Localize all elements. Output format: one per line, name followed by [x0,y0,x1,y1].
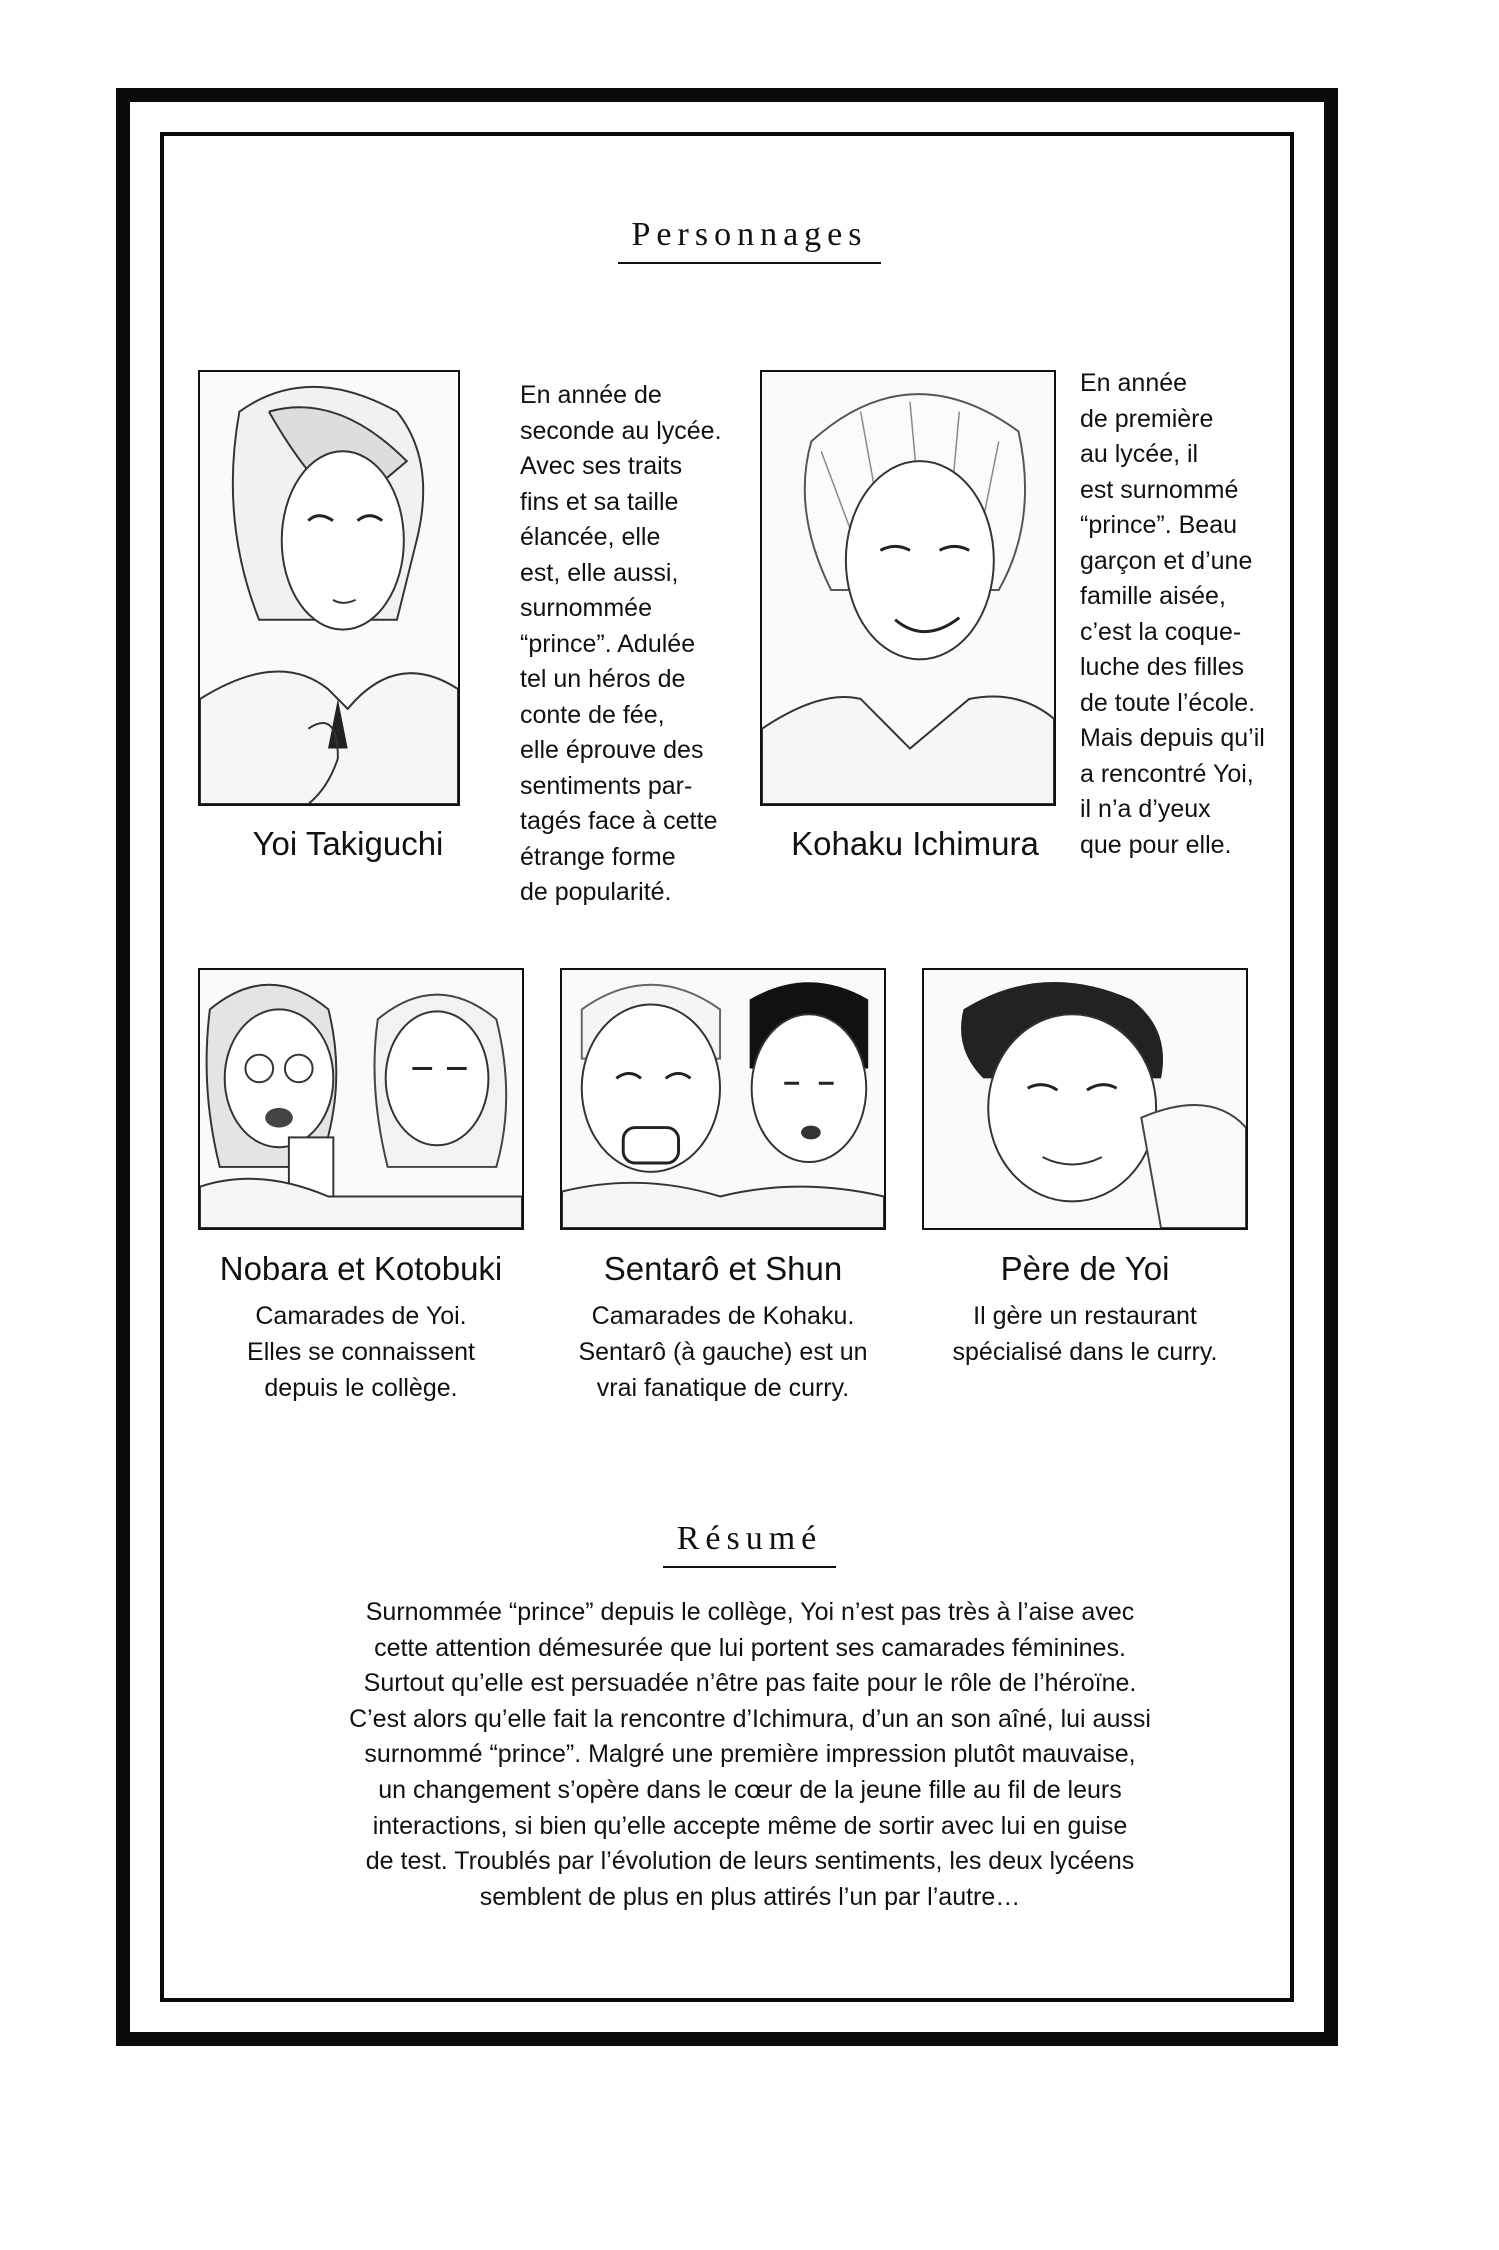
summary-text: Surnommée “prince” depuis le collège, Yoi n’est pas très à l’aise avec cette attention démesurée que lui portent ses camarades féminines. Surtout qu’elle est persuadée n’être pas faite pour le rôle de l’héroïne. C’est alors qu’elle fait la rencontre d’Ichimura, d’un an son aîné, lui aussi surnommé “prince”. Malgré une première impression plutôt mauvaise, un changement s’opère dans le cœur de la jeune fille au fil de leurs interactions, si bien qu’elle accepte même de sortir avec lui en guise de test. Troublés par l’évolution de leurs sentiments, les deux lycéens semblent de plus en plus attirés l’un par l’autre… [349,1598,1151,1911]
kohaku-portrait [760,370,1056,806]
sentaro-shun-portrait [560,968,886,1230]
kohaku-description: En année de première au lycée, il est surnommé “prince”. Beau garçon et d’une famille aisée, c’est la coque- luche des filles de toute l’école. Mais depuis qu’il a rencontré Yoi, il n’a d’yeux que pour elle. [1080,369,1265,859]
father-name: Père de Yoi [1000,1250,1170,1287]
yoi-portrait [198,370,460,806]
sentaro-shun-description: Camarades de Kohaku. Sentarô (à gauche) est un vrai fanatique de curry. [578,1302,868,1402]
characters-heading: Personnages [0,216,1499,264]
kohaku-name: Kohaku Ichimura [791,825,1039,862]
nobara-kotobuki-portrait [198,968,524,1230]
summary-heading: Résumé [0,1520,1499,1568]
yoi-name: Yoi Takiguchi [252,825,444,862]
father-description: Il gère un restaurant spécialisé dans le curry. [952,1302,1218,1366]
nobara-kotobuki-name: Nobara et Kotobuki [219,1250,503,1287]
yoi-description: En année de seconde au lycée. Avec ses traits fins et sa taille élancée, elle est, elle aussi, surnommée “prince”. Adulée tel un héros de conte de fée, elle éprouve des sentiments par- tagés face à cette étrange forme de popularité. [520,381,722,906]
father-portrait [922,968,1248,1230]
sentaro-shun-name: Sentarô et Shun [603,1250,843,1287]
nobara-kotobuki-description: Camarades de Yoi. Elles se connaissent depuis le collège. [247,1302,475,1402]
